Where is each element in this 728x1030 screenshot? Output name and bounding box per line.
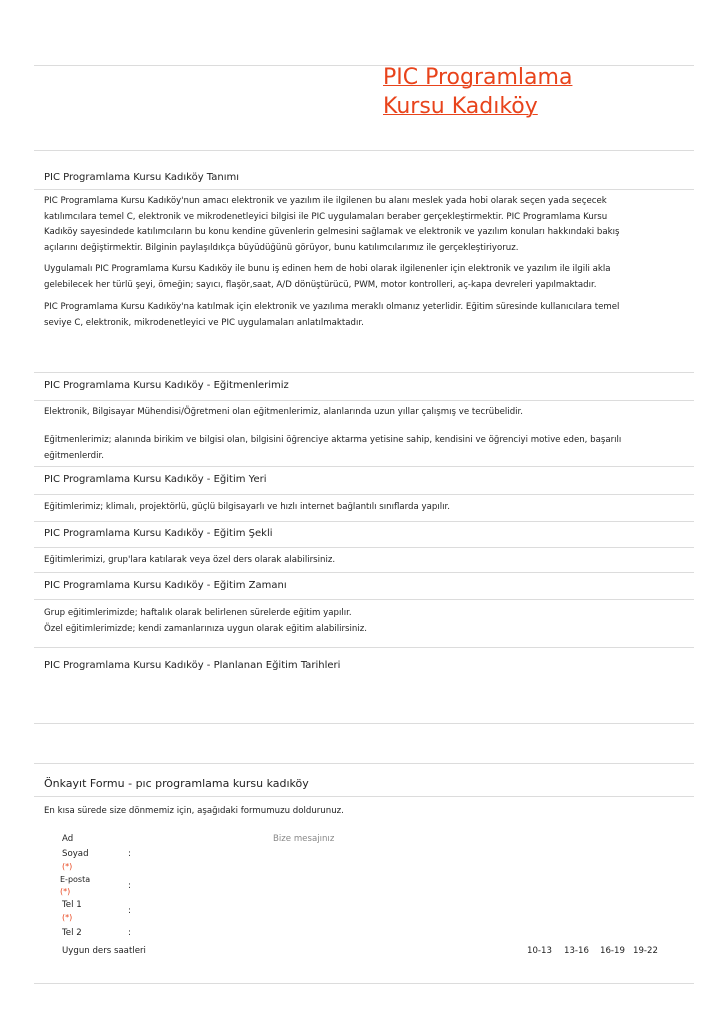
form-title: Önkayıt Formu - pıc programlama kursu kadıköy — [44, 777, 309, 790]
divider — [34, 400, 694, 401]
paragraph: Uygulamalı PIC Programlama Kursu Kadıköy ile bunu iş edinen hem de hobi olarak ilgilenenler için elektronik ve yazılım ile ilgili akla gelebilecek her türlü şeyi, ömeğin; sayıcı, flaşör,saat, A/D dönüştürücü, PWM, motor kontrolleri, aç-kapa devreleri yapılmaktadır. — [44, 264, 611, 290]
section-heading-sekil: PIC Programlama Kursu Kadıköy - Eğitim Şekli — [44, 528, 273, 539]
hour-option[interactable]: 19-22 — [633, 946, 658, 956]
required-mark: (*) — [62, 862, 73, 871]
divider — [34, 521, 694, 522]
form-intro: En kısa sürede size dönmemiz için, aşağıdaki formumuzu doldurunuz. — [44, 806, 344, 816]
divider — [34, 547, 694, 548]
tel2-colon[interactable]: : — [128, 928, 131, 938]
name-label: Ad — [62, 834, 74, 844]
section-heading-tanim: PIC Programlama Kursu Kadıköy Tanımı — [44, 172, 240, 183]
paragraph: Eğitimlerimiz; klimalı, projektörlü, güçlü bilgisayarlı ve hızlı internet bağlantılı sınıflarda yapılır. — [44, 502, 450, 512]
page-title-line2: Kursu Kadıköy — [383, 94, 538, 119]
divider — [34, 150, 694, 151]
paragraph: Grup eğitimlerimizde; haftalık olarak belirlenen sürelerde eğitim yapılır. Özel eğitimlerimizde; kendi zamanlarınıza uygun olarak eğitim alabilirsiniz. — [44, 608, 367, 634]
section-heading-tarihler: PIC Programlama Kursu Kadıköy - Planlanan Eğitim Tarihleri — [44, 660, 341, 671]
email-label: E-posta — [60, 875, 91, 884]
tel1-colon[interactable]: : — [128, 906, 131, 916]
tel1-label: Tel 1 — [62, 900, 82, 910]
paragraph: PIC Programlama Kursu Kadıköy'nun amacı elektronik ve yazılım ile ilgilenen bu alanı meslek yada hobi olarak seçen yada seçecek katılımcılara temel C, elektronik ve mikrodenetleyici bilgisi ile PIC uygulamaları beraber gerçekleştirmektir. PIC Programlama Kursu Kadıköy sayesindede katılımcıların bu konu kendine güvenlerin gelmesini sağlamak ve elektronik ve yazılım konuları hakkındaki bakış açılarını değiştirmektir. Bilginin paylaşıldıkça büyüdüğünü görüyor, bunu katılımcılarımız ile gerçekleştiriyoruz. — [44, 196, 620, 253]
message-label: Bize mesajınız — [273, 834, 335, 844]
required-mark: (*) — [60, 887, 71, 896]
paragraph: PIC Programlama Kursu Kadıköy'na katılmak için elektronik ve yazılıma meraklı olmanız yeterlidir. Eğitim süresinde kullanıcılara temel seviye C, elektronik, mikrodenetleyici ve PIC uygulamaları anlatılmaktadır. — [44, 302, 620, 328]
divider — [34, 372, 694, 373]
divider — [34, 763, 694, 764]
surname-colon[interactable]: : — [128, 849, 131, 859]
section-heading-yer: PIC Programlama Kursu Kadıköy - Eğitim Yeri — [44, 474, 267, 485]
paragraph: Eğitimlerimizi, grup'lara katılarak veya özel ders olarak alabilirsiniz. — [44, 555, 336, 565]
page-title[interactable] — [383, 63, 683, 121]
divider — [34, 572, 694, 573]
divider — [34, 599, 694, 600]
paragraph: Elektronik, Bilgisayar Mühendisi/Öğretmeni olan eğitmenlerimiz, alanlarında uzun yıllar çalışmış ve tecrübelidir. — [44, 407, 524, 417]
paragraph: Eğitmenlerimiz; alanında birikim ve bilgisi olan, bilgisini öğrenciye aktarma yetisine sahip, kendisini ve öğrenciyi motive eden, başarılı eğitmenlerdir. — [44, 435, 622, 461]
section-heading-egitmenler: PIC Programlama Kursu Kadıköy - Eğitmenlerimiz — [44, 380, 289, 391]
email-colon[interactable]: : — [128, 881, 131, 891]
divider — [34, 466, 694, 467]
surname-label: Soyad — [62, 849, 89, 859]
divider — [34, 723, 694, 724]
hour-option[interactable]: 10-13 — [527, 946, 552, 956]
section-heading-zaman: PIC Programlama Kursu Kadıköy - Eğitim Zamanı — [44, 580, 287, 591]
divider — [34, 494, 694, 495]
hours-label: Uygun ders saatleri — [62, 946, 146, 956]
page-title-line1: PIC Programlama — [383, 65, 573, 90]
hour-option[interactable]: 16-19 — [600, 946, 625, 956]
tel2-label: Tel 2 — [62, 928, 82, 938]
required-mark: (*) — [62, 913, 73, 922]
divider — [34, 647, 694, 648]
divider — [34, 189, 694, 190]
hour-option[interactable]: 13-16 — [564, 946, 589, 956]
divider — [34, 983, 694, 984]
divider — [34, 796, 694, 797]
